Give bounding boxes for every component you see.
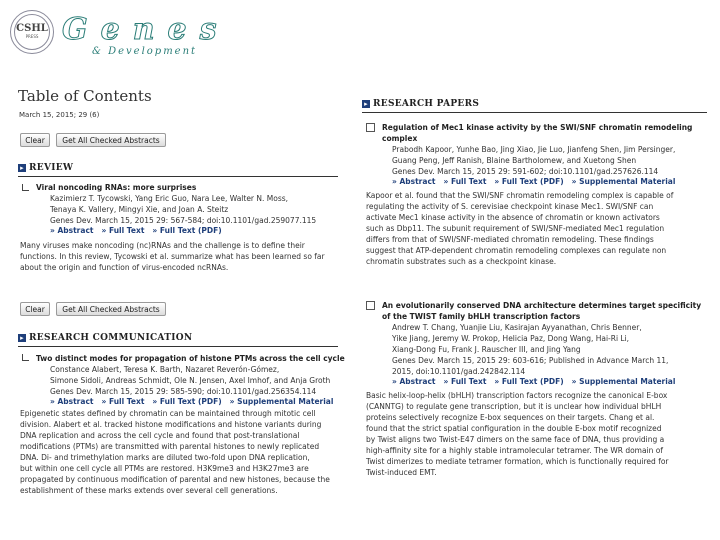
summary-line: chromatin substrates such as a checkpoint kinase. <box>366 257 557 266</box>
clear-button[interactable]: Clear <box>20 133 50 147</box>
section-title: REVIEW <box>29 163 74 173</box>
article-citation: 2015, doi:10.1101/gad.242842.114 <box>392 367 526 376</box>
article-links <box>50 397 333 406</box>
full-text-pdf-link[interactable]: » Full Text (PDF) <box>152 397 222 406</box>
section-header-review <box>18 163 73 173</box>
section-title: RESEARCH PAPERS <box>373 99 480 109</box>
summary-line: activate Mec1 kinase activity in the absence of chromatin or known activators <box>366 213 660 222</box>
abstract-link[interactable]: » Abstract <box>50 226 94 235</box>
summary-line: Many viruses make noncoding (nc)RNAs and the challenge is to define their <box>20 241 305 250</box>
article-select-checkbox[interactable] <box>366 123 375 132</box>
summary-line: functions. In this review, Tycowski et al. summarize what has been learned so far <box>20 252 325 261</box>
summary-line: Twist-induced EMT. <box>366 468 437 477</box>
article-title[interactable]: Two distinct modes for propagation of histone PTMs across the cell cycle <box>36 354 345 363</box>
article-links <box>50 226 222 235</box>
summary-line: by Twist aligns two Twist-E47 dimers on the same face of DNA, thus providing a <box>366 435 665 444</box>
section-divider <box>18 346 338 347</box>
article-authors: Yike Jiang, Jeremy W. Prokop, Helicia Paz, Dong Wang, Hai-Ri Li, <box>392 334 630 343</box>
abstract-link[interactable]: » Abstract <box>50 397 94 406</box>
article-summary <box>366 190 673 267</box>
article-authors: Guang Peng, Jeff Ranish, Blaine Bartholomew, and Xuetong Shen <box>392 156 637 165</box>
article-authors: Tenaya K. Vallery, Mingyi Xie, and Joan A. Steitz <box>50 205 229 214</box>
section-arrow-icon: ▸ <box>362 100 370 108</box>
summary-line: such as Dbp11. The subunit requirement of SWI/SNF-mediated Mec1 regulation <box>366 224 665 233</box>
article-title-line: Regulation of Mec1 kinase activity by the SWI/SNF chromatin remodeling <box>382 123 693 132</box>
full-text-link[interactable]: » Full Text <box>101 226 145 235</box>
article-title[interactable] <box>382 122 692 144</box>
article-arrow-icon <box>22 184 29 191</box>
article-authors: Constance Alabert, Teresa K. Barth, Nazaret Reverón-Gómez, <box>50 365 280 374</box>
full-text-pdf-link[interactable]: » Full Text (PDF) <box>494 377 564 386</box>
summary-line: found that the strict spatial configuration in the double E-box motif recognized <box>366 424 662 433</box>
summary-line: Basic helix-loop-helix (bHLH) transcription factors recognize the canonical E-box <box>366 391 668 400</box>
full-text-pdf-link[interactable]: » Full Text (PDF) <box>494 177 564 186</box>
article-citation: Genes Dev. March 15, 2015 29: 585-590; doi:10.1101/gad.256354.114 <box>50 387 317 396</box>
article-summary <box>20 240 325 273</box>
article-title-line: An evolutionarily conserved DNA architecture determines target specificity <box>382 301 702 310</box>
get-all-checked-abstracts-button[interactable]: Get All Checked Abstracts <box>56 133 166 147</box>
section-arrow-icon: ▸ <box>18 334 26 342</box>
summary-line: (CANNTG) to regulate gene transcription, but it is unclear how individual bHLH <box>366 402 662 411</box>
full-text-link[interactable]: » Full Text <box>443 377 487 386</box>
article-summary <box>20 408 330 496</box>
summary-line: regulating the activity of S. cerevisiae checkpoint kinase Mec1. SWI/SNF can <box>366 202 654 211</box>
article-title-line: of the TWIST family bHLH transcription factors <box>382 312 581 321</box>
summary-line: high-affinity site for a highly stable intramolecular tetramer. The WR domain of <box>366 446 664 455</box>
summary-line: Kapoor et al. found that the SWI/SNF chromatin remodeling complex is capable of <box>366 191 674 200</box>
summary-line: DNA replication and across the cell cycle and found that post-translational <box>20 431 300 440</box>
supplemental-material-link[interactable]: » Supplemental Material <box>229 397 334 406</box>
article-select-checkbox[interactable] <box>366 301 375 310</box>
article-title[interactable] <box>382 300 701 322</box>
summary-line: Epigenetic states defined by chromatin can be maintained through mitotic cell <box>20 409 316 418</box>
page-title: Table of Contents <box>18 87 152 105</box>
abstract-link[interactable]: » Abstract <box>392 377 436 386</box>
summary-line: but within one cell cycle all PTMs are restored. H3K9me3 and H3K27me3 are <box>20 464 309 473</box>
full-text-link[interactable]: » Full Text <box>101 397 145 406</box>
summary-line: division. Alabert et al. tracked histone modifications and histone variants during <box>20 420 322 429</box>
supplemental-material-link[interactable]: » Supplemental Material <box>571 377 676 386</box>
get-all-checked-abstracts-button[interactable]: Get All Checked Abstracts <box>56 302 166 316</box>
summary-line: modifications (PTMs) are transmitted with parental histones to newly replicated <box>20 442 320 451</box>
article-authors: Andrew T. Chang, Yuanjie Liu, Kasirajan Ayyanathan, Chris Benner, <box>392 323 642 332</box>
supplemental-material-link[interactable]: » Supplemental Material <box>571 177 676 186</box>
article-links <box>392 377 675 386</box>
section-arrow-icon: ▸ <box>18 164 26 172</box>
article-summary <box>366 390 669 478</box>
article-authors: Simone Sidoli, Andreas Schmidt, Ole N. Jensen, Axel Imhof, and Anja Groth <box>50 376 331 385</box>
summary-line: proteins selectively recognize E-box sequences on their targets. Chang et al. <box>366 413 655 422</box>
cshl-logo-text: CSHL <box>16 23 48 34</box>
section-divider <box>18 176 338 177</box>
section-header-research-papers <box>362 99 479 109</box>
article-title-line: complex <box>382 134 418 143</box>
summary-line: establishment of these marks extends over several cell generations. <box>20 486 278 495</box>
article-links <box>392 177 675 186</box>
summary-line: differs from that of SWI/SNF-mediated chromatin remodeling. These findings <box>366 235 654 244</box>
issue-date: March 15, 2015; 29 (6) <box>19 111 100 119</box>
abstract-link[interactable]: » Abstract <box>392 177 436 186</box>
clear-button[interactable]: Clear <box>20 302 50 316</box>
article-title[interactable]: Viral noncoding RNAs: more surprises <box>36 183 197 192</box>
section-header-research-communication <box>18 333 192 343</box>
cshl-logo-sub: PRESS <box>25 34 39 39</box>
summary-line: Twist dimerizes to mediate tetramer formation, which is functionally required for <box>366 457 669 466</box>
article-authors: Prabodh Kapoor, Yunhe Bao, Jing Xiao, Jie Luo, Jianfeng Shen, Jim Persinger, <box>392 145 676 154</box>
summary-line: propagated by continuous modification of parental and new histones, because the <box>20 475 330 484</box>
article-citation: Genes Dev. March 15, 2015 29: 591-602; doi:10.1101/gad.257626.114 <box>392 167 659 176</box>
article-citation: Genes Dev. March 15, 2015 29: 567-584; doi:10.1101/gad.259077.115 <box>50 216 317 225</box>
summary-line: about the origin and function of virus-encoded ncRNAs. <box>20 263 229 272</box>
section-title: RESEARCH COMMUNICATION <box>29 333 193 343</box>
summary-line: DNA. Di- and trimethylation marks are diluted two-fold upon DNA replication, <box>20 453 310 462</box>
cshl-press-logo[interactable] <box>10 10 54 54</box>
journal-logo-subtitle: & Development <box>92 46 198 57</box>
article-authors: Xiang-Dong Fu, Frank J. Rauscher III, and Jing Yang <box>392 345 581 354</box>
article-arrow-icon <box>22 354 29 361</box>
article-authors: Kazimierz T. Tycowski, Yang Eric Guo, Nara Lee, Walter N. Moss, <box>50 194 289 203</box>
cshl-logo-inner <box>14 14 50 50</box>
summary-line: suggest that ATP-dependent chromatin remodeling complexes can regulate non <box>366 246 667 255</box>
section-divider <box>362 112 707 113</box>
full-text-link[interactable]: » Full Text <box>443 177 487 186</box>
full-text-pdf-link[interactable]: » Full Text (PDF) <box>152 226 222 235</box>
article-citation: Genes Dev. March 15, 2015 29: 603-616; Published in Advance March 11, <box>392 356 669 365</box>
journal-logo[interactable]: Genes <box>62 12 230 47</box>
